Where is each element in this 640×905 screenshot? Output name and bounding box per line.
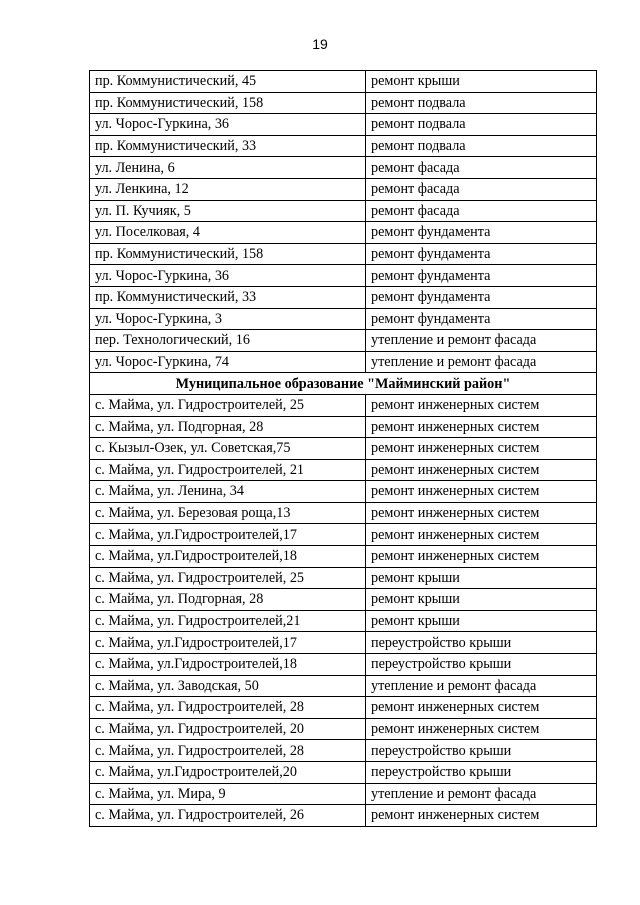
address-cell: с. Майма, ул. Гидростроителей, 25 [90,567,366,589]
work-type-cell: ремонт инженерных систем [366,459,597,481]
work-type-cell: утепление и ремонт фасада [366,675,597,697]
address-cell: с. Кызыл-Озек, ул. Советская,75 [90,438,366,460]
address-cell: с. Майма, ул. Подгорная, 28 [90,416,366,438]
address-cell: пр. Коммунистический, 33 [90,286,366,308]
work-type-cell: ремонт фасада [366,178,597,200]
repair-register-table [89,70,597,827]
address-cell: ул. Чорос-Гуркина, 36 [90,265,366,287]
work-type-cell: ремонт подвала [366,135,597,157]
address-cell: с. Майма, ул. Гидростроителей, 26 [90,805,366,827]
table-row [90,632,597,654]
address-cell: ул. Поселковая, 4 [90,222,366,244]
address-cell: пр. Коммунистический, 158 [90,243,366,265]
table-row [90,783,597,805]
table-row [90,718,597,740]
work-type-cell: ремонт подвала [366,114,597,136]
table-row [90,416,597,438]
address-cell: ул. Ленкина, 12 [90,178,366,200]
table-row [90,546,597,568]
work-type-cell: ремонт инженерных систем [366,697,597,719]
table-row [90,438,597,460]
work-type-cell: ремонт крыши [366,610,597,632]
address-cell: с. Майма, ул.Гидростроителей,17 [90,632,366,654]
address-cell: с. Майма, ул. Подгорная, 28 [90,589,366,611]
table-row [90,92,597,114]
table-row [90,610,597,632]
work-type-cell: ремонт фасада [366,200,597,222]
work-type-cell: ремонт фасада [366,157,597,179]
table-row [90,330,597,352]
table-row [90,308,597,330]
work-type-cell: ремонт инженерных систем [366,481,597,503]
table-row [90,222,597,244]
work-type-cell: ремонт крыши [366,71,597,93]
table-row [90,243,597,265]
address-cell: с. Майма, ул. Гидростроителей, 28 [90,697,366,719]
table-row [90,157,597,179]
table-row [90,740,597,762]
rows-before [90,71,597,373]
table-row [90,351,597,373]
work-type-cell: ремонт фундамента [366,265,597,287]
address-cell: пр. Коммунистический, 45 [90,71,366,93]
table-row [90,394,597,416]
address-cell: с. Майма, ул.Гидростроителей,18 [90,546,366,568]
table-row [90,200,597,222]
rows-after [90,394,597,826]
work-type-cell: ремонт фундамента [366,308,597,330]
work-type-cell: ремонт фундамента [366,222,597,244]
address-cell: с. Майма, ул. Мира, 9 [90,783,366,805]
table-row [90,502,597,524]
address-cell: ул. Ленина, 6 [90,157,366,179]
work-type-cell: утепление и ремонт фасада [366,783,597,805]
work-type-cell: ремонт крыши [366,567,597,589]
table-row [90,567,597,589]
page-number: 19 [312,36,328,52]
work-type-cell: ремонт фундамента [366,286,597,308]
table-row [90,71,597,93]
address-cell: с. Майма, ул.Гидростроителей,20 [90,762,366,784]
address-cell: с. Майма, ул. Ленина, 34 [90,481,366,503]
table-row [90,762,597,784]
address-cell: пр. Коммунистический, 158 [90,92,366,114]
work-type-cell: ремонт инженерных систем [366,524,597,546]
work-type-cell: ремонт инженерных систем [366,718,597,740]
table-row [90,481,597,503]
table-row [90,589,597,611]
work-type-cell: ремонт подвала [366,92,597,114]
work-type-cell: ремонт инженерных систем [366,805,597,827]
section-title: Муниципальное образование "Майминский район" [90,373,597,395]
address-cell: ул. Чорос-Гуркина, 74 [90,351,366,373]
work-type-cell: ремонт инженерных систем [366,394,597,416]
address-cell: с. Майма, ул. Гидростроителей, 21 [90,459,366,481]
work-type-cell: ремонт инженерных систем [366,546,597,568]
address-cell: ул. Чорос-Гуркина, 36 [90,114,366,136]
work-type-cell: ремонт крыши [366,589,597,611]
work-type-cell: ремонт инженерных систем [366,502,597,524]
table-row [90,524,597,546]
work-type-cell: утепление и ремонт фасада [366,351,597,373]
address-cell: ул. П. Кучияк, 5 [90,200,366,222]
table-row [90,697,597,719]
table-row [90,135,597,157]
address-cell: с. Майма, ул. Гидростроителей, 25 [90,394,366,416]
section-header-group [90,373,597,395]
table-row [90,805,597,827]
address-cell: с. Майма, ул. Березовая роща,13 [90,502,366,524]
table-row [90,114,597,136]
work-type-cell: переустройство крыши [366,654,597,676]
address-cell: ул. Чорос-Гуркина, 3 [90,308,366,330]
work-type-cell: утепление и ремонт фасада [366,330,597,352]
table-row [90,459,597,481]
work-type-cell: переустройство крыши [366,762,597,784]
address-cell: пр. Коммунистический, 33 [90,135,366,157]
table-row [90,286,597,308]
table-row [90,675,597,697]
address-cell: с. Майма, ул. Гидростроителей, 28 [90,740,366,762]
table-row [90,654,597,676]
section-header-row [90,373,597,395]
address-cell: с. Майма, ул. Гидростроителей,21 [90,610,366,632]
address-cell: с. Майма, ул.Гидростроителей,17 [90,524,366,546]
table-row [90,265,597,287]
work-type-cell: переустройство крыши [366,632,597,654]
work-type-cell: ремонт инженерных систем [366,438,597,460]
address-cell: с. Майма, ул.Гидростроителей,18 [90,654,366,676]
work-type-cell: переустройство крыши [366,740,597,762]
work-type-cell: ремонт фундамента [366,243,597,265]
table-row [90,178,597,200]
address-cell: с. Майма, ул. Заводская, 50 [90,675,366,697]
address-cell: с. Майма, ул. Гидростроителей, 20 [90,718,366,740]
work-type-cell: ремонт инженерных систем [366,416,597,438]
address-cell: пер. Технологический, 16 [90,330,366,352]
